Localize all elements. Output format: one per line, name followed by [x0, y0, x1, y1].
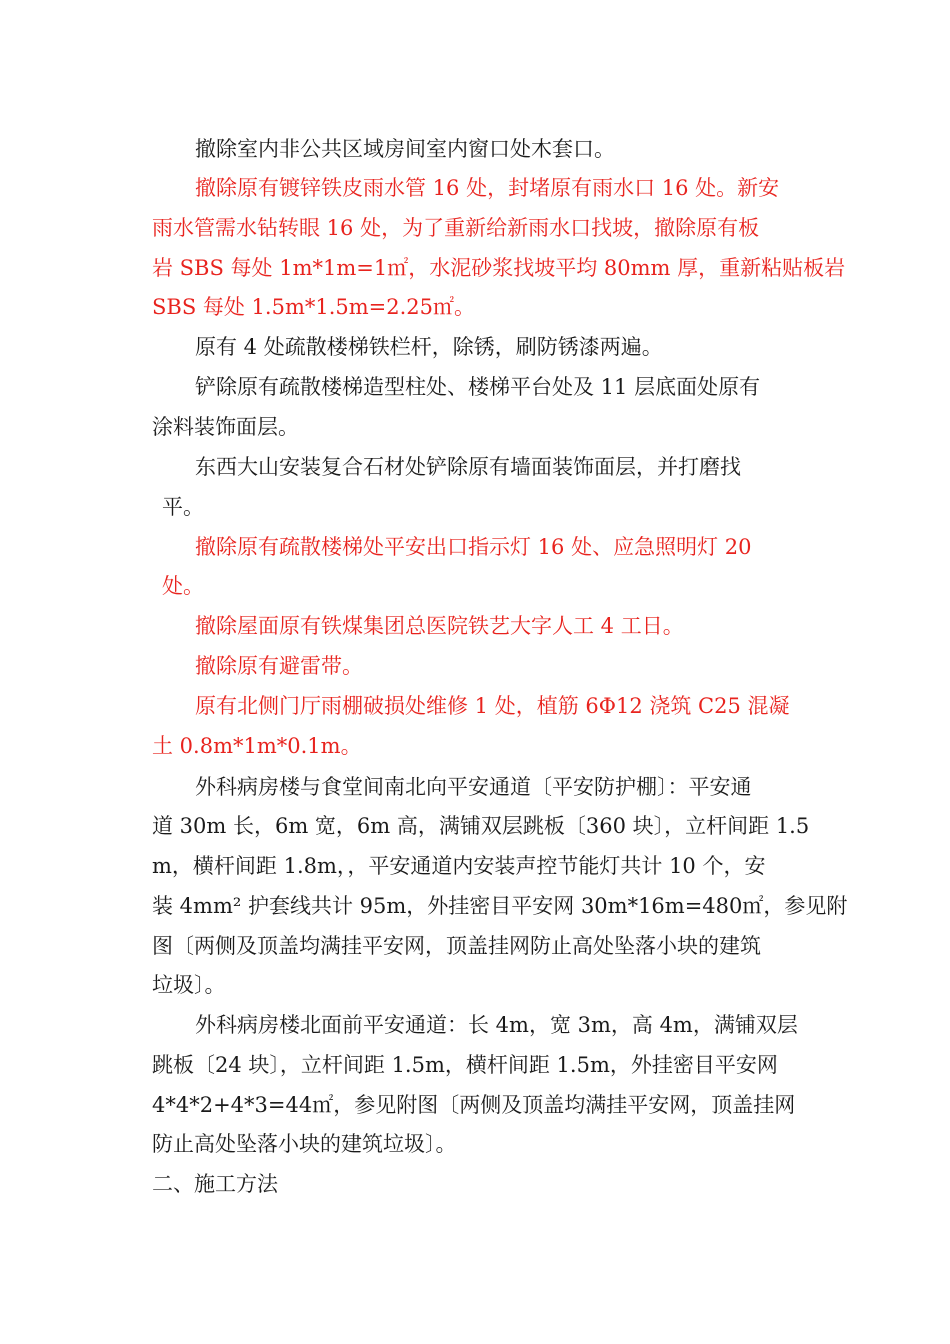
paragraph-2-line-2: 雨水管需水钻转眼 16 处，为了重新给新雨水口找坡，撤除原有板	[152, 216, 760, 240]
paragraph-4-line-2: 涂料装饰面层。	[152, 415, 299, 439]
paragraph-10-line-1: 外科病房楼与食堂间南北向平安通道〔平安防护棚〕：平安通	[195, 775, 752, 799]
paragraph-7-line-1: 撤除屋面原有铁煤集团总医院铁艺大字人工 4 工日。	[195, 614, 684, 638]
section-heading: 二、施工方法	[152, 1172, 278, 1196]
paragraph-10-line-5: 图〔两侧及顶盖均满挂平安网，顶盖挂网防止高处坠落小块的建筑	[152, 934, 761, 958]
paragraph-8-line-1: 撤除原有避雷带。	[195, 654, 363, 678]
paragraph-3-line-1: 原有 4 处疏散楼梯铁栏杆，除锈，刷防锈漆两遍。	[195, 335, 663, 359]
paragraph-11-line-2: 跳板〔24 块〕，立杆间距 1.5m，横杆间距 1.5m，外挂密目平安网	[152, 1053, 778, 1077]
paragraph-6-line-2: 处。	[162, 574, 204, 598]
paragraph-10-line-6: 垃圾〕。	[152, 973, 226, 997]
paragraph-2-line-1: 撤除原有镀锌铁皮雨水管 16 处，封堵原有雨水口 16 处。新安	[195, 176, 780, 200]
paragraph-5-line-2: 平。	[162, 495, 204, 519]
paragraph-10-line-2: 道 30m 长，6m 宽，6m 高，满铺双层跳板〔360 块〕，立杆间距 1.5	[152, 814, 810, 838]
paragraph-11-line-1: 外科病房楼北面前平安通道：长 4m，宽 3m，高 4m，满铺双层	[195, 1013, 798, 1037]
paragraph-11-line-3: 4*4*2+4*3=44㎡，参见附图〔两侧及顶盖均满挂平安网，顶盖挂网	[152, 1093, 796, 1117]
paragraph-4-line-1: 铲除原有疏散楼梯造型柱处、楼梯平台处及 11 层底面处原有	[195, 375, 761, 399]
paragraph-10-line-3: m，横杆间距 1.8m，，平安通道内安装声控节能灯共计 10 个，安	[152, 854, 766, 878]
paragraph-11-line-4: 防止高处坠落小块的建筑垃圾〕。	[152, 1132, 457, 1156]
paragraph-2-line-3: 岩 SBS 每处 1m*1m=1㎡，水泥砂浆找坡平均 80mm 厚，重新粘贴板岩	[152, 256, 846, 280]
paragraph-1-line-1: 撤除室内非公共区域房间室内窗口处木套口。	[195, 137, 615, 161]
paragraph-10-line-4: 装 4mm² 护套线共计 95m，外挂密目平安网 30m*16m=480㎡，参见附	[152, 894, 848, 918]
paragraph-5-line-1: 东西大山安装复合石材处铲除原有墙面装饰面层，并打磨找	[195, 455, 741, 479]
paragraph-6-line-1: 撤除原有疏散楼梯处平安出口指示灯 16 处、应急照明灯 20	[195, 535, 752, 559]
paragraph-9-line-1: 原有北侧门厅雨棚破损处维修 1 处，植筋 6Φ12 浇筑 C25 混凝	[195, 694, 790, 718]
paragraph-2-line-4: SBS 每处 1.5m*1.5m=2.25㎡。	[152, 295, 476, 319]
paragraph-9-line-2: 土 0.8m*1m*0.1m。	[152, 734, 362, 758]
